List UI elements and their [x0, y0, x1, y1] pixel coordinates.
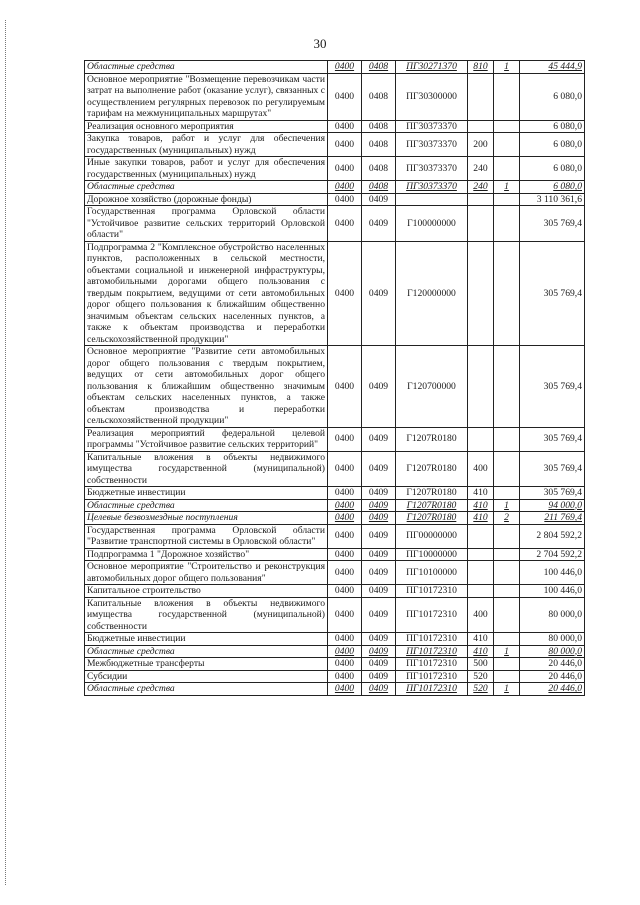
funding-source-code — [494, 73, 520, 120]
expense-type-code: 410 — [468, 645, 494, 658]
table-row — [85, 524, 585, 548]
expense-type-code — [468, 427, 494, 451]
section-code: 0400 — [328, 670, 362, 683]
section-code: 0400 — [328, 451, 362, 487]
table-row — [85, 658, 585, 671]
table-row — [85, 346, 585, 428]
budget-table-body — [85, 61, 585, 696]
subsection-code: 0409 — [362, 499, 396, 512]
row-amount: 6 080,0 — [520, 181, 585, 194]
target-article-code: ПГ10172310 — [396, 633, 468, 646]
subsection-code: 0409 — [362, 512, 396, 525]
table-row — [85, 73, 585, 120]
subsection-code: 0409 — [362, 585, 396, 598]
section-code: 0400 — [328, 585, 362, 598]
subsection-code: 0408 — [362, 73, 396, 120]
subsection-code: 0409 — [362, 487, 396, 500]
funding-source-code: 1 — [494, 61, 520, 74]
expense-type-code — [468, 548, 494, 561]
funding-source-code — [494, 658, 520, 671]
funding-source-code — [494, 633, 520, 646]
target-article-code: ПГ30373370 — [396, 120, 468, 133]
table-row — [85, 512, 585, 525]
section-code: 0400 — [328, 645, 362, 658]
table-row — [85, 157, 585, 181]
section-code: 0400 — [328, 597, 362, 633]
funding-source-code — [494, 346, 520, 428]
funding-source-code — [494, 206, 520, 242]
expense-type-code — [468, 193, 494, 206]
section-code: 0400 — [328, 133, 362, 157]
table-row — [85, 61, 585, 74]
subsection-code: 0409 — [362, 670, 396, 683]
subsection-code: 0409 — [362, 346, 396, 428]
row-name: Подпрограмма 1 "Дорожное хозяйство" — [85, 548, 328, 561]
expense-type-code: 520 — [468, 683, 494, 696]
table-row — [85, 241, 585, 346]
subsection-code: 0409 — [362, 683, 396, 696]
target-article-code: Г1207R0180 — [396, 487, 468, 500]
table-row — [85, 561, 585, 585]
table-row — [85, 633, 585, 646]
target-article-code: Г1207R0180 — [396, 427, 468, 451]
expense-type-code — [468, 206, 494, 242]
funding-source-code: 1 — [494, 181, 520, 194]
target-article-code: ПГ10172310 — [396, 585, 468, 598]
expense-type-code: 410 — [468, 633, 494, 646]
section-code: 0400 — [328, 61, 362, 74]
table-row — [85, 206, 585, 242]
expense-type-code — [468, 585, 494, 598]
subsection-code: 0409 — [362, 206, 396, 242]
subsection-code: 0409 — [362, 451, 396, 487]
row-amount: 211 769,4 — [520, 512, 585, 525]
table-row — [85, 683, 585, 696]
row-name: Закупка товаров, работ и услуг для обеспечения государственных (муниципальных) нужд — [85, 133, 328, 157]
row-amount: 305 769,4 — [520, 241, 585, 346]
subsection-code: 0409 — [362, 597, 396, 633]
subsection-code: 0408 — [362, 181, 396, 194]
expense-type-code: 200 — [468, 133, 494, 157]
section-code: 0400 — [328, 487, 362, 500]
row-amount: 305 769,4 — [520, 487, 585, 500]
row-name: Основное мероприятие "Развитие сети автомобильных дорог общего пользования с твердым покрытием, ведущих от сети автомобильных дорог общего пользования к ближайшим общественно значимым объектам сельских населенных пунктов, а также объектам производства и переработки сельскохозяйственной продукции" — [85, 346, 328, 428]
row-name: Областные средства — [85, 683, 328, 696]
funding-source-code — [494, 133, 520, 157]
funding-source-code: 2 — [494, 512, 520, 525]
table-row — [85, 451, 585, 487]
budget-table — [84, 60, 585, 696]
target-article-code: ПГ10000000 — [396, 548, 468, 561]
expense-type-code: 520 — [468, 670, 494, 683]
table-row — [85, 120, 585, 133]
target-article-code: Г1207R0180 — [396, 451, 468, 487]
expense-type-code: 400 — [468, 451, 494, 487]
expense-type-code — [468, 524, 494, 548]
table-row — [85, 487, 585, 500]
target-article-code: ПГ30271370 — [396, 61, 468, 74]
row-name: Субсидии — [85, 670, 328, 683]
binding-margin-marks — [5, 20, 8, 885]
target-article-code: ПГ10172310 — [396, 670, 468, 683]
row-name: Государственная программа Орловской области "Развитие транспортной системы в Орловской области" — [85, 524, 328, 548]
table-row — [85, 181, 585, 194]
row-amount: 6 080,0 — [520, 157, 585, 181]
funding-source-code — [494, 157, 520, 181]
expense-type-code: 240 — [468, 157, 494, 181]
expense-type-code — [468, 120, 494, 133]
target-article-code: Г1207R0180 — [396, 512, 468, 525]
target-article-code: ПГ30373370 — [396, 133, 468, 157]
row-name: Реализация основного мероприятия — [85, 120, 328, 133]
row-name: Целевые безвозмездные поступления — [85, 512, 328, 525]
row-amount: 80 000,0 — [520, 633, 585, 646]
row-name: Капитальные вложения в объекты недвижимого имущества государственной (муниципальной) собственности — [85, 451, 328, 487]
section-code: 0400 — [328, 206, 362, 242]
row-name: Бюджетные инвестиции — [85, 633, 328, 646]
row-name: Основное мероприятие "Возмещение перевозчикам части затрат на выполнение работ (оказание услуг), связанных с осуществлением регулярных перевозок по регулируемым тарифам на межмуниципальных маршрутах" — [85, 73, 328, 120]
subsection-code: 0409 — [362, 193, 396, 206]
section-code: 0400 — [328, 561, 362, 585]
row-name: Капитальные вложения в объекты недвижимого имущества государственной (муниципальной) собственности — [85, 597, 328, 633]
row-amount: 3 110 361,6 — [520, 193, 585, 206]
row-name: Областные средства — [85, 61, 328, 74]
row-amount: 2 804 592,2 — [520, 524, 585, 548]
row-amount: 80 000,0 — [520, 645, 585, 658]
row-amount: 2 704 592,2 — [520, 548, 585, 561]
funding-source-code — [494, 120, 520, 133]
expense-type-code: 240 — [468, 181, 494, 194]
expense-type-code: 400 — [468, 597, 494, 633]
funding-source-code: 1 — [494, 499, 520, 512]
row-amount: 6 080,0 — [520, 120, 585, 133]
row-amount: 20 446,0 — [520, 670, 585, 683]
funding-source-code — [494, 487, 520, 500]
row-name: Подпрограмма 2 "Комплексное обустройство населенных пунктов, расположенных в сельской местности, объектами социальной и инженерной инфраструктуры, автомобильными дорогами общего пользования с твердым покрытием, ведущими от сети автомобильных дорог общего пользования к ближайшим общественно значимым объектам сельских населенных пунктов, а также к объектам производства и переработки сельскохозяйственной продукции" — [85, 241, 328, 346]
funding-source-code — [494, 193, 520, 206]
row-name: Дорожное хозяйство (дорожные фонды) — [85, 193, 328, 206]
subsection-code: 0408 — [362, 157, 396, 181]
table-row — [85, 499, 585, 512]
row-name: Областные средства — [85, 181, 328, 194]
section-code: 0400 — [328, 512, 362, 525]
section-code: 0400 — [328, 633, 362, 646]
subsection-code: 0409 — [362, 427, 396, 451]
target-article-code: ПГ00000000 — [396, 524, 468, 548]
target-article-code: ПГ10172310 — [396, 597, 468, 633]
row-amount: 20 446,0 — [520, 683, 585, 696]
row-name: Областные средства — [85, 499, 328, 512]
subsection-code: 0409 — [362, 645, 396, 658]
subsection-code: 0409 — [362, 633, 396, 646]
expense-type-code: 410 — [468, 487, 494, 500]
row-amount: 6 080,0 — [520, 133, 585, 157]
row-amount: 305 769,4 — [520, 206, 585, 242]
section-code: 0400 — [328, 73, 362, 120]
row-name: Основное мероприятие "Строительство и реконструкция автомобильных дорог общего пользования" — [85, 561, 328, 585]
target-article-code: ПГ30373370 — [396, 157, 468, 181]
section-code: 0400 — [328, 683, 362, 696]
row-amount: 100 446,0 — [520, 561, 585, 585]
row-name: Реализация мероприятий федеральной целевой программы "Устойчивое развитие сельских территорий" — [85, 427, 328, 451]
target-article-code: Г100000000 — [396, 206, 468, 242]
row-amount: 305 769,4 — [520, 346, 585, 428]
row-amount: 6 080,0 — [520, 73, 585, 120]
expense-type-code: 500 — [468, 658, 494, 671]
funding-source-code — [494, 241, 520, 346]
subsection-code: 0409 — [362, 241, 396, 346]
table-row — [85, 645, 585, 658]
table-row — [85, 133, 585, 157]
section-code: 0400 — [328, 548, 362, 561]
section-code: 0400 — [328, 499, 362, 512]
funding-source-code — [494, 524, 520, 548]
row-name: Государственная программа Орловской области "Устойчивое развитие сельских территорий Орловской области" — [85, 206, 328, 242]
funding-source-code — [494, 427, 520, 451]
target-article-code: ПГ10172310 — [396, 658, 468, 671]
section-code: 0400 — [328, 120, 362, 133]
row-amount: 94 000,0 — [520, 499, 585, 512]
subsection-code: 0409 — [362, 524, 396, 548]
row-name: Бюджетные инвестиции — [85, 487, 328, 500]
expense-type-code — [468, 561, 494, 585]
target-article-code: ПГ30300000 — [396, 73, 468, 120]
expense-type-code: 410 — [468, 499, 494, 512]
table-row — [85, 670, 585, 683]
section-code: 0400 — [328, 658, 362, 671]
expense-type-code — [468, 241, 494, 346]
funding-source-code — [494, 597, 520, 633]
subsection-code: 0409 — [362, 658, 396, 671]
row-name: Капитальное строительство — [85, 585, 328, 598]
section-code: 0400 — [328, 241, 362, 346]
section-code: 0400 — [328, 157, 362, 181]
row-amount: 80 000,0 — [520, 597, 585, 633]
section-code: 0400 — [328, 346, 362, 428]
funding-source-code — [494, 548, 520, 561]
target-article-code: ПГ10100000 — [396, 561, 468, 585]
table-row — [85, 597, 585, 633]
target-article-code: Г120000000 — [396, 241, 468, 346]
subsection-code: 0409 — [362, 561, 396, 585]
funding-source-code — [494, 451, 520, 487]
section-code: 0400 — [328, 524, 362, 548]
section-code: 0400 — [328, 181, 362, 194]
table-row — [85, 427, 585, 451]
expense-type-code: 410 — [468, 512, 494, 525]
row-amount: 45 444,9 — [520, 61, 585, 74]
funding-source-code: 1 — [494, 645, 520, 658]
subsection-code: 0408 — [362, 61, 396, 74]
expense-type-code: 810 — [468, 61, 494, 74]
row-amount: 305 769,4 — [520, 451, 585, 487]
target-article-code: Г120700000 — [396, 346, 468, 428]
section-code: 0400 — [328, 427, 362, 451]
subsection-code: 0409 — [362, 548, 396, 561]
row-name: Иные закупки товаров, работ и услуг для обеспечения государственных (муниципальных) нужд — [85, 157, 328, 181]
funding-source-code: 1 — [494, 683, 520, 696]
target-article-code: ПГ10172310 — [396, 645, 468, 658]
funding-source-code — [494, 585, 520, 598]
subsection-code: 0408 — [362, 120, 396, 133]
row-amount: 20 446,0 — [520, 658, 585, 671]
expense-type-code — [468, 346, 494, 428]
target-article-code — [396, 193, 468, 206]
expense-type-code — [468, 73, 494, 120]
row-amount: 305 769,4 — [520, 427, 585, 451]
table-row — [85, 585, 585, 598]
row-name: Областные средства — [85, 645, 328, 658]
table-row — [85, 548, 585, 561]
funding-source-code — [494, 561, 520, 585]
row-name: Межбюджетные трансферты — [85, 658, 328, 671]
target-article-code: ПГ30373370 — [396, 181, 468, 194]
row-amount: 100 446,0 — [520, 585, 585, 598]
page-number: 30 — [313, 36, 327, 51]
table-row — [85, 193, 585, 206]
target-article-code: ПГ10172310 — [396, 683, 468, 696]
section-code: 0400 — [328, 193, 362, 206]
funding-source-code — [494, 670, 520, 683]
subsection-code: 0408 — [362, 133, 396, 157]
target-article-code: Г1207R0180 — [396, 499, 468, 512]
